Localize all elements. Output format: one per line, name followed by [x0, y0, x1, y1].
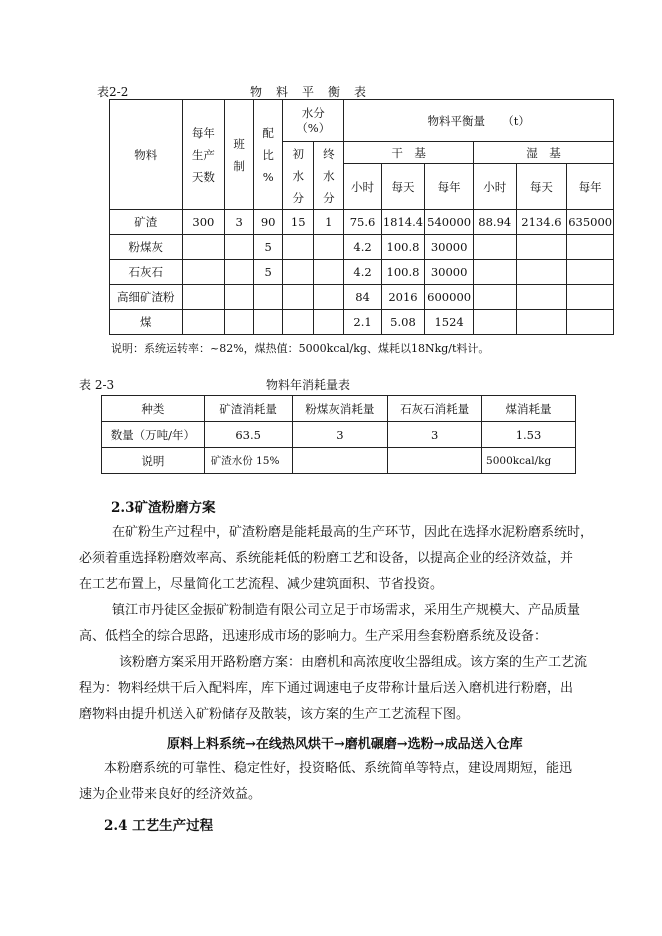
- paragraph-line: 本粉磨系统的可靠性、稳定性好，投资略低、系统简单等特点，建设周期短，能迅: [104, 761, 573, 776]
- paragraph-line: 该粉磨方案采用开路粉磨方案：由磨机和高浓度收尘器组成。该方案的生产工艺流: [119, 655, 588, 670]
- table-header-row: 种类 矿渣消耗量 粉煤灰消耗量 石灰石消耗量 煤消耗量: [102, 396, 576, 422]
- table-row: 说明 矿渣水份 15% 5000kcal/kg: [102, 448, 576, 474]
- header-dry-hour: 小时: [344, 164, 381, 210]
- annual-consumption-table: [101, 395, 576, 474]
- header-dry: 干 基: [344, 142, 474, 164]
- header-wet: 湿 基: [474, 142, 614, 164]
- paragraph-line: 在矿粉生产过程中，矿渣粉磨是能耗最高的生产环节，因此在选择水泥粉磨系统时，: [112, 525, 594, 540]
- header-final-water: 终 水 分: [314, 142, 344, 210]
- table2-label: 表 2-3: [79, 378, 115, 392]
- paragraph-line: 必须着重选择粉磨效率高、系统能耗低的粉磨工艺和设备，以提高企业的经济效益，并: [79, 551, 574, 566]
- header-ratio: 配 比 %: [254, 100, 283, 210]
- process-flow: 原料上料系统→在线热风烘干→磨机碾磨→选粉→成品送入仓库: [167, 737, 523, 752]
- header-wet-year: 每年: [567, 164, 614, 210]
- material-balance-table: [109, 99, 614, 335]
- table-row: 粉煤灰 5 4.2 100.8 30000: [110, 235, 614, 260]
- header-wet-hour: 小时: [474, 164, 517, 210]
- header-wet-day: 每天: [516, 164, 567, 210]
- paragraph-line: 程为：物料经烘干后入配料库，库下通过调速电子皮带称计量后送入磨机进行粉磨，出: [79, 681, 574, 696]
- table-row: 高细矿渣粉 84 2016 600000: [110, 285, 614, 310]
- header-water: 水分 （%）: [283, 100, 344, 142]
- paragraph-line: 磨物料由提升机送入矿粉储存及散装，该方案的生产工艺流程下图。: [79, 707, 470, 722]
- header-initial-water: 初 水 分: [283, 142, 314, 210]
- header-dry-year: 每年: [425, 164, 474, 210]
- section-heading-2-3: 2.3矿渣粉磨方案: [111, 500, 216, 516]
- table-row: 煤 2.1 5.08 1524: [110, 310, 614, 335]
- header-material: 物料: [110, 100, 183, 210]
- header-days: 每年 生产 天数: [182, 100, 225, 210]
- header-dry-day: 每天: [381, 164, 425, 210]
- paragraph-line: 在工艺布置上，尽量简化工艺流程、减少建筑面积、节省投资。: [79, 577, 444, 592]
- table2-title: 物料年消耗量表: [266, 378, 351, 392]
- table-row: 数量（万吨/年） 63.5 3 3 1.53: [102, 422, 576, 448]
- section-heading-2-4: 2.4 工艺生产过程: [104, 818, 214, 834]
- table1-title: 物 料 平 衡 表: [250, 85, 368, 99]
- table-row: 矿渣 300 3 90 15 1 75.6 1814.4 540000 88.94 2134.6 635000: [110, 210, 614, 235]
- header-shift: 班 制: [225, 100, 254, 210]
- table-row: 石灰石 5 4.2 100.8 30000: [110, 260, 614, 285]
- paragraph-line: 高、低档全的综合思路，迅速形成市场的影响力。生产采用叁套粉磨系统及设备：: [79, 629, 548, 644]
- paragraph-line: 速为企业带来良好的经济效益。: [79, 787, 262, 802]
- table1-label: 表2-2: [97, 85, 129, 99]
- table1-note: 说明：系统运转率：~82%，煤热值：5000kcal/kg、煤耗以18Nkg/t料计。: [111, 342, 490, 355]
- header-balance: 物料平衡量 （t）: [344, 100, 614, 142]
- paragraph-line: 镇江市丹徒区金振矿粉制造有限公司立足于市场需求，采用生产规模大、产品质量: [112, 603, 581, 618]
